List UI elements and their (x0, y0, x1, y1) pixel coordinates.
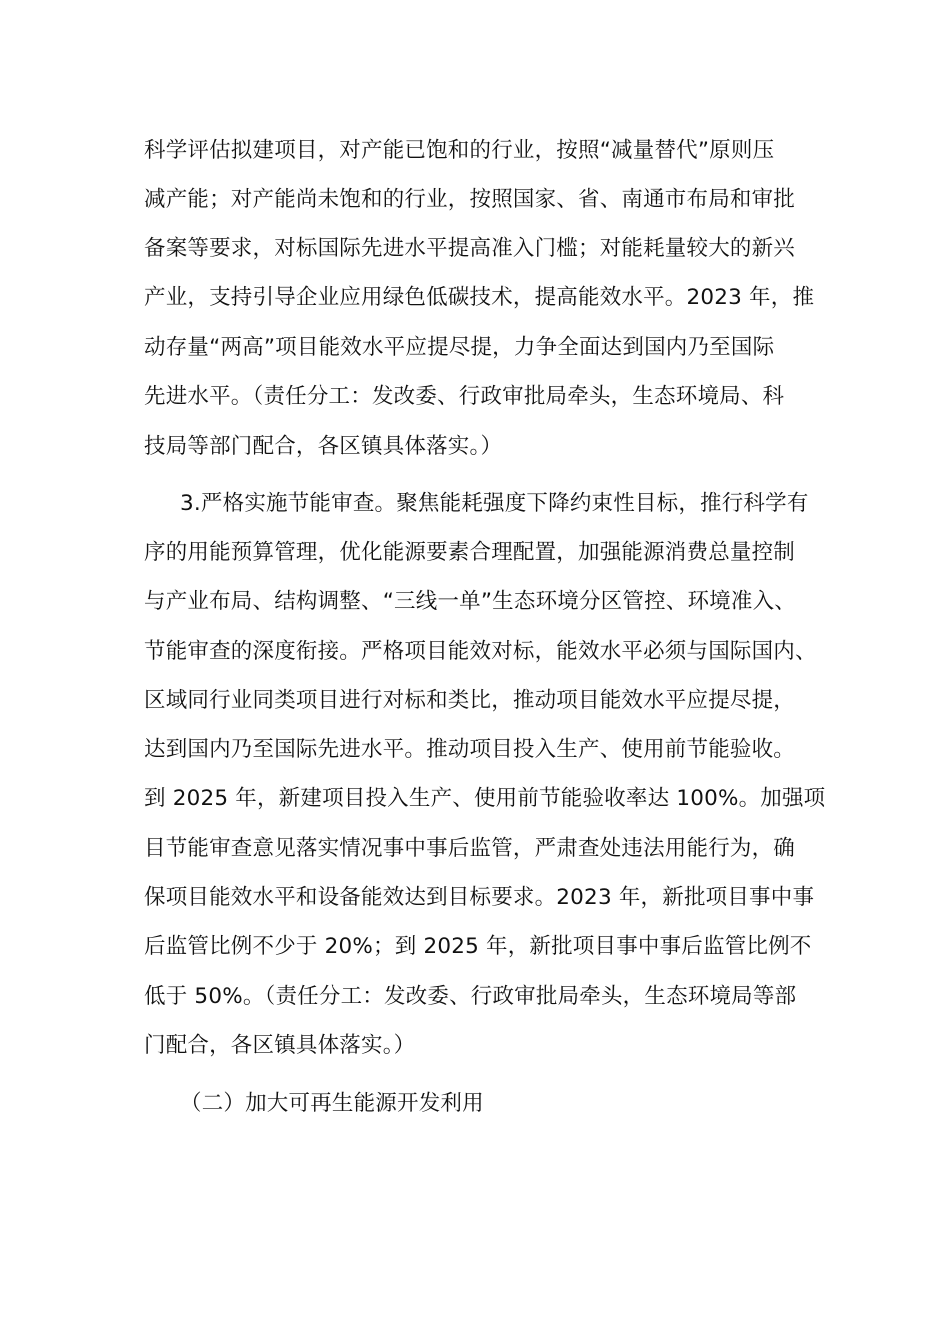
paragraph-1-line: 产业，支持引导企业应用绿色低碳技术，提高能效水平。2023 年，推 (144, 285, 815, 310)
paragraph-2-line: 门配合，各区镇具体落实。） (144, 1033, 416, 1058)
paragraph-1-line: 备案等要求，对标国际先进水平提高准入门槛；对能耗量较大的新兴 (144, 236, 796, 261)
paragraph-2-line: 到 2025 年，新建项目投入生产、使用前节能验收率达 100%。加强项 (144, 786, 826, 811)
paragraph-1-line: 减产能；对产能尚未饱和的行业，按照国家、省、南通市布局和审批 (144, 187, 796, 212)
paragraph-2-line: 序的用能预算管理，优化能源要素合理配置，加强能源消费总量控制 (144, 540, 796, 565)
paragraph-2-line: 低于 50%。（责任分工：发改委、行政审批局牵头，生态环境局等部 (144, 984, 797, 1009)
paragraph-1-line: 科学评估拟建项目，对产能已饱和的行业，按照“减量替代”原则压 (144, 138, 775, 163)
paragraph-1-line: 先进水平。（责任分工：发改委、行政审批局牵头，生态环境局、科 (144, 384, 785, 409)
section-heading: （二）加大可再生能源开发利用 (180, 1091, 484, 1116)
paragraph-2-line: 节能审查的深度衔接。严格项目能效对标，能效水平必须与国际国内、 (144, 639, 817, 664)
paragraph-2-line: 达到国内乃至国际先进水平。推动项目投入生产、使用前节能验收。 (144, 737, 796, 762)
paragraph-2-line: 目节能审查意见落实情况事中事后监管，严肃查处违法用能行为，确 (144, 836, 796, 861)
paragraph-2-line: 保项目能效水平和设备能效达到目标要求。2023 年，新批项目事中事 (144, 885, 815, 910)
paragraph-2-line: 后监管比例不少于 20%；到 2025 年，新批项目事中事后监管比例不 (144, 934, 812, 959)
paragraph-2-line: 与产业布局、结构调整、“三线一单”生态环境分区管控、环境准入、 (144, 589, 796, 614)
paragraph-1-line: 技局等部门配合，各区镇具体落实。） (144, 434, 503, 459)
paragraph-2-line: 区域同行业同类项目进行对标和类比，推动项目能效水平应提尽提， (144, 688, 796, 713)
paragraph-1-line: 动存量“两高”项目能效水平应提尽提，力争全面达到国内乃至国际 (144, 335, 775, 360)
paragraph-2-line: 3.严格实施节能审查。聚焦能耗强度下降约束性目标，推行科学有 (180, 491, 809, 516)
